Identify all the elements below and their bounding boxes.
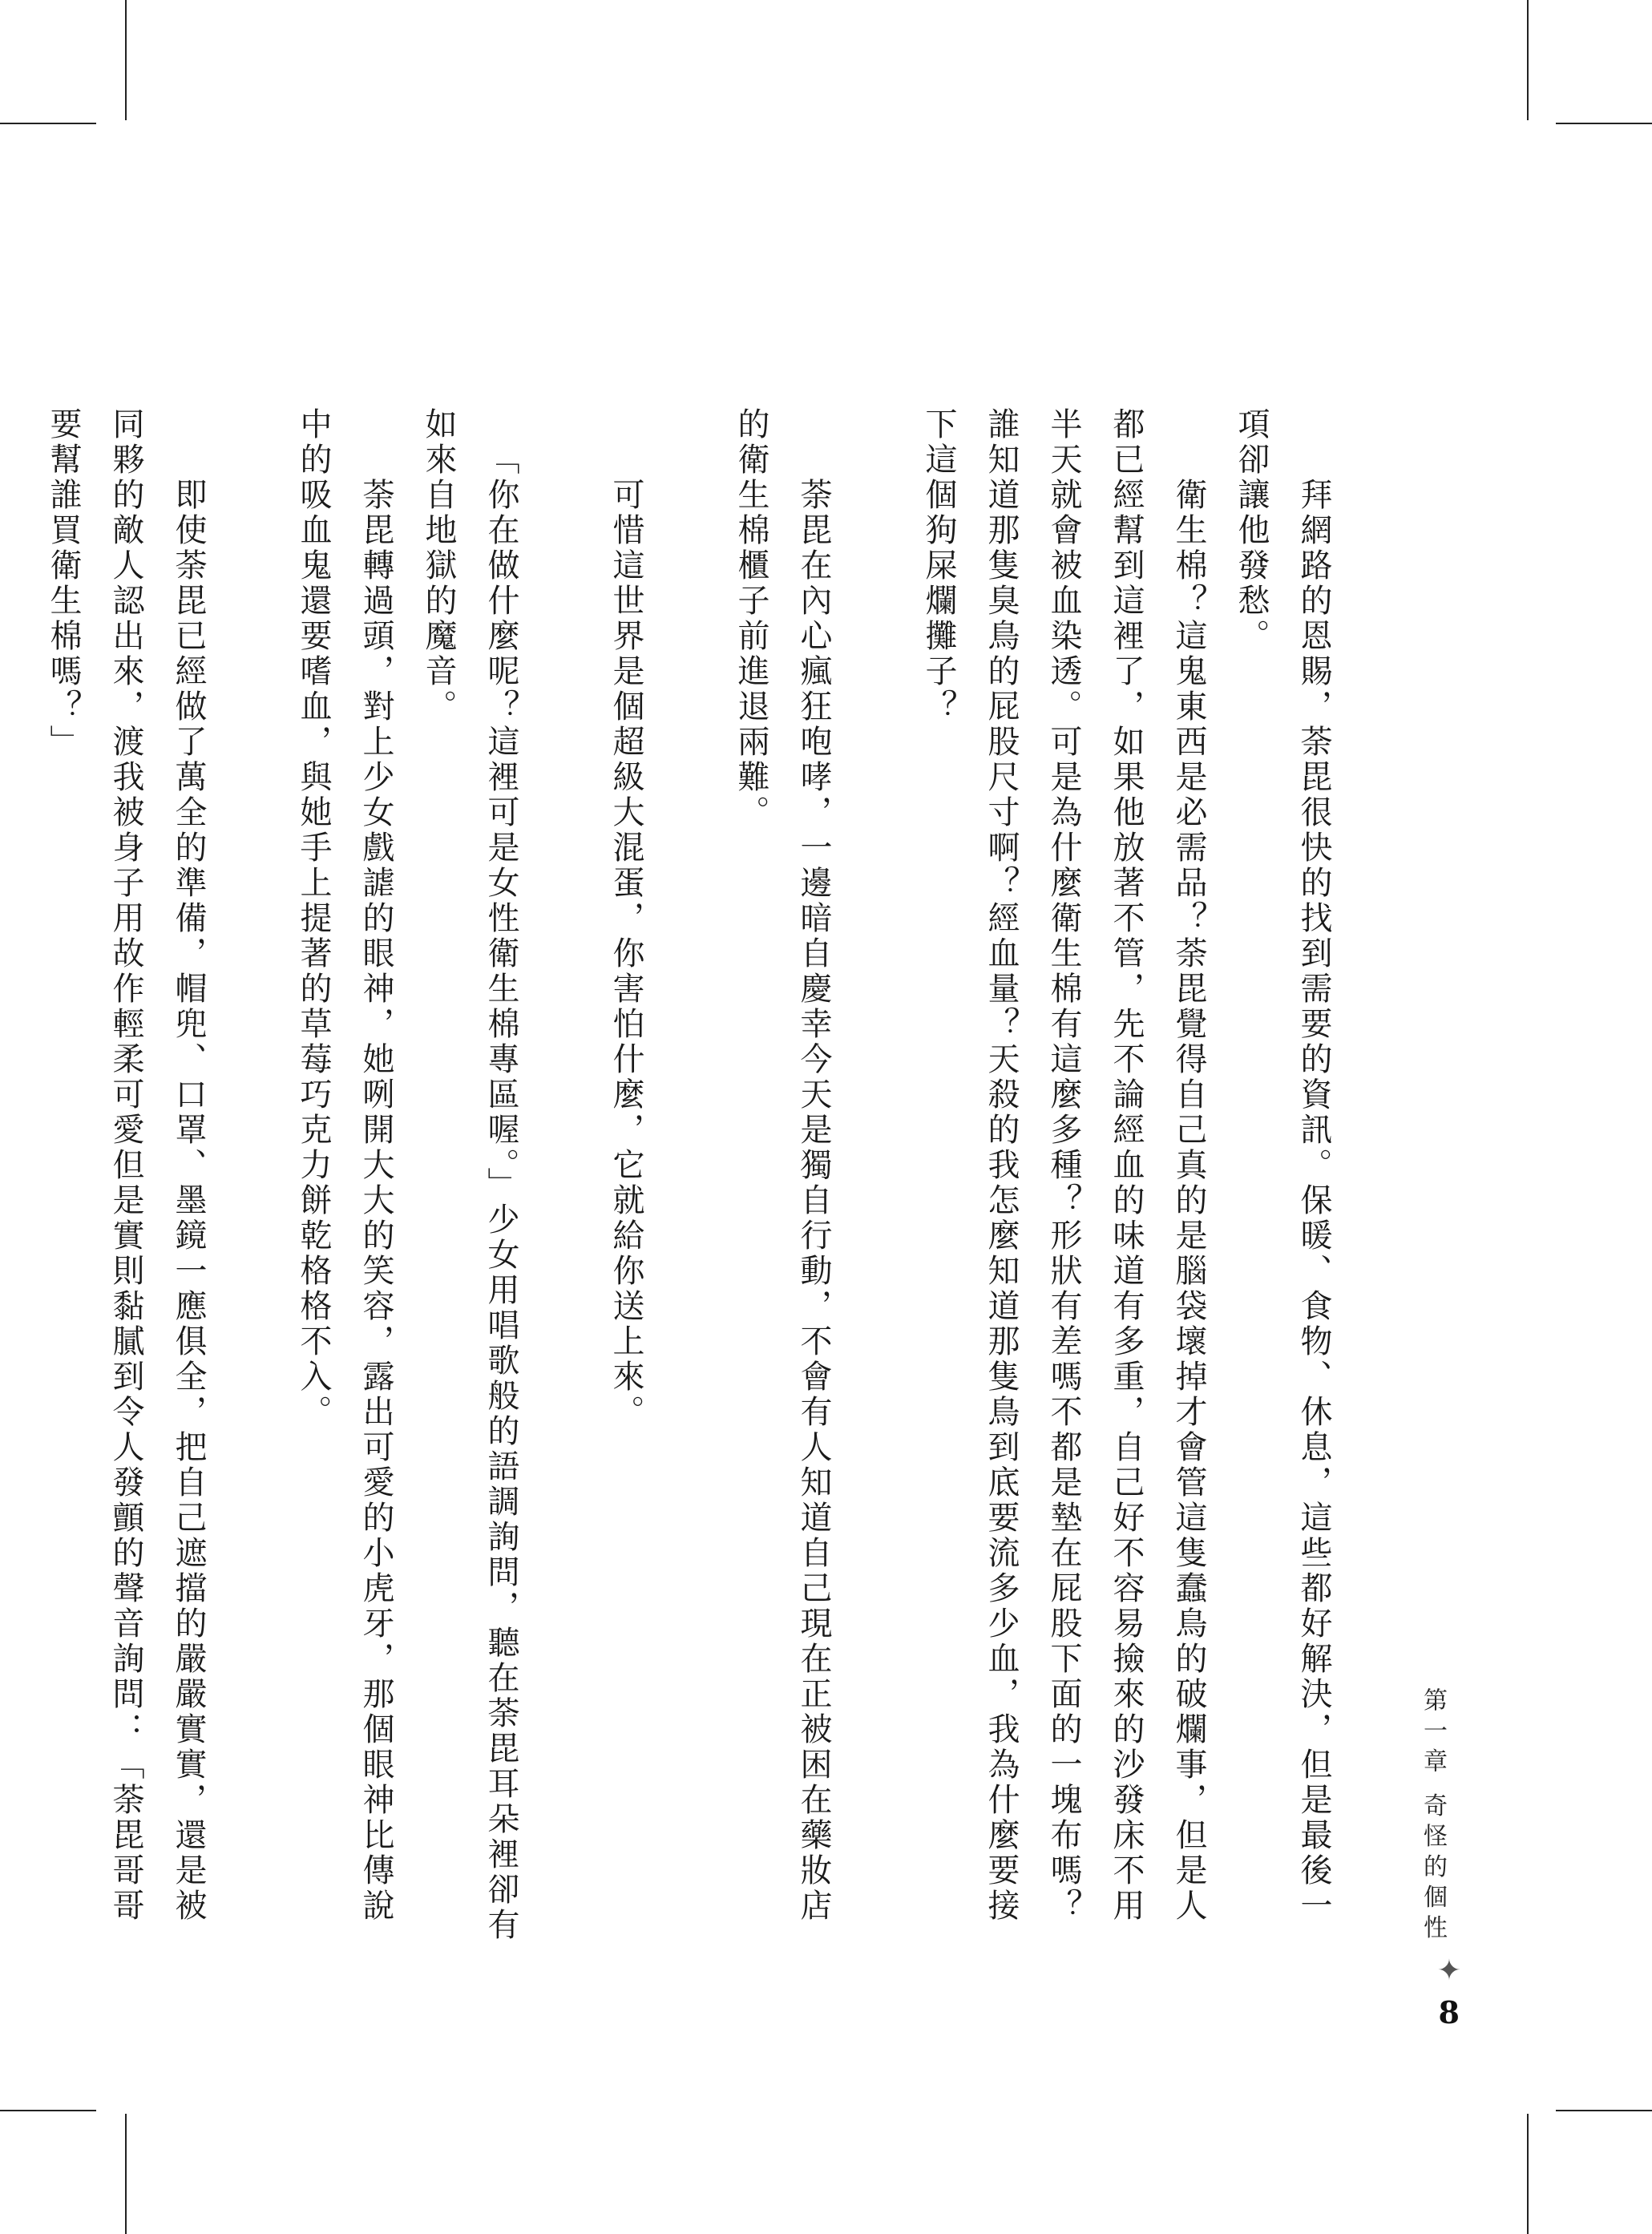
crop-mark-right-top [1556, 123, 1652, 124]
running-head: 第一章 奇怪的個性 [1419, 1687, 1447, 1945]
paragraph: 拜網路的恩賜，荼毘很快的找到需要的資訊。保暖、食物、休息，這些都好解決，但是最後一項卻讓他發愁。 [1233, 407, 1332, 1924]
body-text [0, 407, 1345, 1946]
crop-mark-left-top [0, 123, 96, 124]
page-number: 8 [1438, 1994, 1460, 2030]
paragraph: 衛生棉？這鬼東西是必需品？荼毘覺得自己真的是腦袋壞掉才會管這隻蠢鳥的破爛事，但是人都已經幫到這裡了，如果他放著不管，先不論經血的味道有多重，自己好不容易撿來的沙發床不用半天就會被血染透。可是為什麼衛生棉有這麼多種？形狀有差嗎不都是墊在屁股下面的一塊布嗎？誰知道那隻臭鳥的屁股尺寸啊？經血量？天殺的我怎麼知道那隻鳥到底要流多少血，我為什麼要接下這個狗屎爛攤子？ [920, 407, 1207, 1924]
paragraph: 即使荼毘已經做了萬全的準備，帽兜、口罩、墨鏡一應俱全，把自己遮擋的嚴嚴實實，還是被同夥的敵人認出來，渡我被身子用故作輕柔可愛但是實則黏膩到令人發顫的聲音詢問：「荼毘哥哥要幫誰買衛生棉嗎？」 [45, 407, 207, 1924]
crop-mark-bottom-right [1527, 2114, 1529, 2234]
paragraph: 荼毘在內心瘋狂咆哮，一邊暗自慶幸今天是獨自行動，不會有人知道自己現在正被困在藥妝店的衛生棉櫃子前進退兩難。 [733, 407, 832, 1924]
crop-mark-right-bottom [1556, 2110, 1652, 2111]
paragraph: 可惜這世界是個超級大混蛋，你害怕什麼，它就給你送上來。 [608, 478, 644, 1430]
paragraph: 荼毘轉過頭，對上少女戲謔的眼神，她咧開大大的笑容，露出可愛的小虎牙，那個眼神比傳說中的吸血鬼還要嗜血，與她手上提著的草莓巧克力餅乾格格不入。 [295, 407, 394, 1924]
crop-mark-bottom-left [125, 2114, 127, 2234]
crop-mark-left-bottom [0, 2110, 96, 2111]
crop-mark-top-left [125, 0, 127, 120]
paragraph: 「你在做什麼呢？這裡可是女性衛生棉專區喔。」少女用唱歌般的語調詢問，聽在荼毘耳朵裡卻有如來自地獄的魔音。 [420, 407, 519, 1943]
sparkle-icon: ✦ [1436, 1954, 1461, 1987]
crop-mark-top-right [1527, 0, 1529, 120]
